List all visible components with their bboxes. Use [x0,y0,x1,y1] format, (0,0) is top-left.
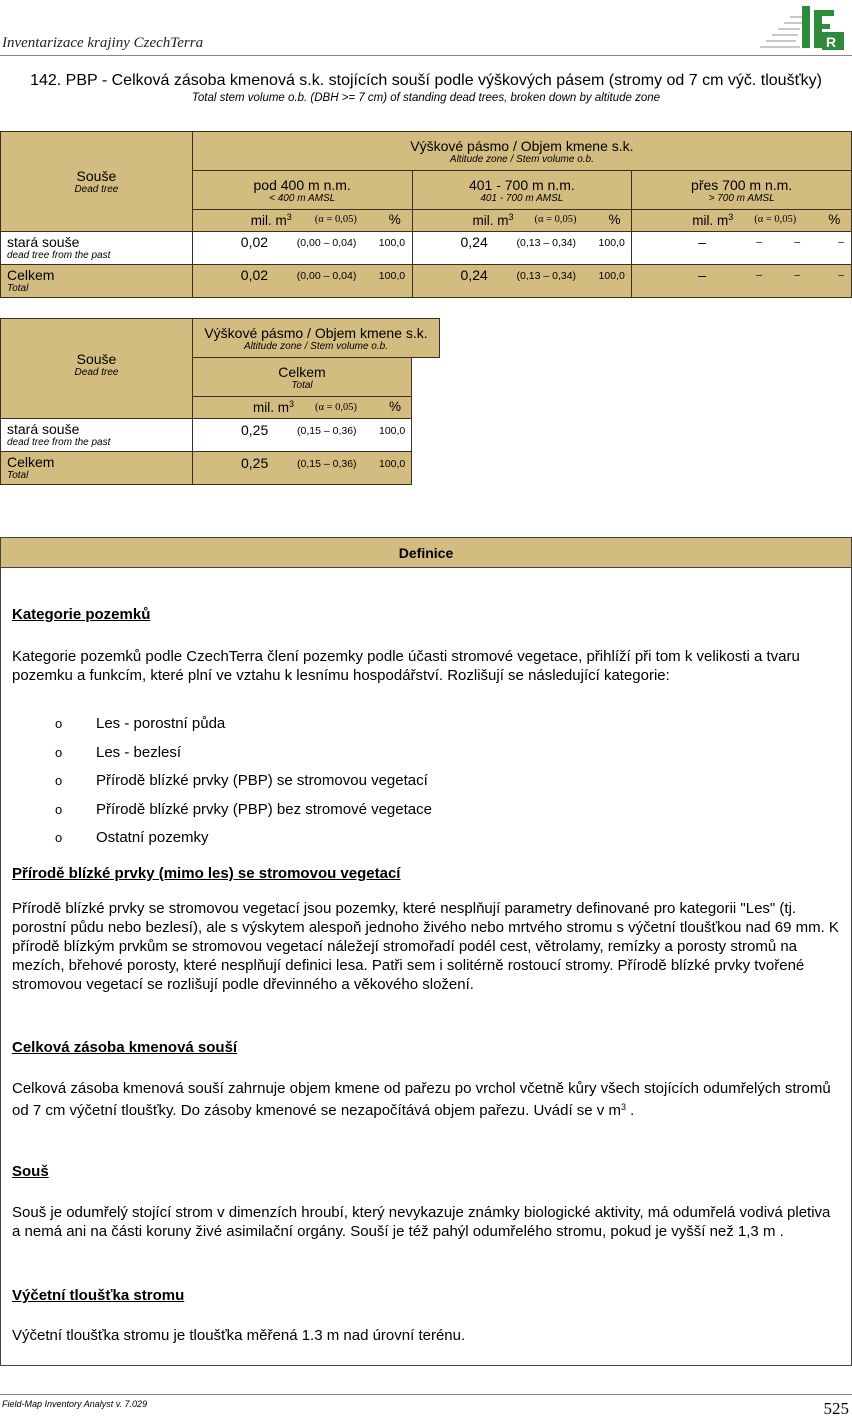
units-cell [412,210,632,232]
unit-volume: mil. $m^3$ [250,212,292,228]
row-label: stará souše [7,421,80,437]
definition-text: Výčetní tloušťka stromu je tloušťka měřená 1.3 m nad úrovní terénu. [12,1327,466,1344]
unit-volume: mil. $m^3$ [472,212,514,228]
volume-value: 0,02 [240,234,269,250]
confidence-interval-low: – [756,269,763,281]
group-header-label: Výškové pásmo / Objem kmene s.k. [204,325,428,341]
document-title: Inventarizace krajiny CzechTerra [2,35,204,51]
percent-value: 100,0 [598,237,625,249]
list-item: Les - bezlesí [96,744,182,761]
column-label-en: 401 - 700 m AMSL [480,193,564,204]
list-item: Ostatní pozemky [96,829,209,846]
data-cell [632,232,852,265]
row-label-en: dead tree from the past [7,250,111,261]
data-cell [632,265,852,298]
units-cell [632,210,852,232]
bullet-icon: o [55,773,63,788]
definition-heading: Kategorie pozemků [12,606,151,623]
bullet-icon: o [55,830,63,845]
definition-heading: Celková zásoba kmenová souší [12,1039,238,1056]
confidence-interval-high: – [794,269,801,281]
volume-value: – [698,267,707,283]
report-title: 142. PBP - Celková zásoba kmenová s.k. stojících souší podle výškových pásem (stromy od 7 cm výč. tloušťky) [30,72,822,89]
data-cell [192,265,412,298]
confidence-interval: (0,13 – 0,34) [516,237,577,249]
column-label-en: Total [291,380,313,391]
unit-alpha: (α = 0,05) [534,214,577,225]
data-cell [192,232,412,265]
unit-volume: mil. $m^3$ [692,212,734,228]
confidence-interval: (0,00 – 0,04) [296,237,357,249]
definition-heading: Souš [12,1163,49,1180]
row-label: Celkem [7,267,55,283]
unit-percent: % [388,212,401,227]
list-item: Přírodě blízké prvky (PBP) se stromovou vegetací [96,772,428,789]
table-row [1,232,852,265]
column-label: pod 400 m n.m. [253,177,351,193]
column-label-en: < 400 m AMSL [269,193,336,204]
bullet-icon: o [55,716,63,731]
row-label-en: dead tree from the past [7,437,111,448]
unit-percent: % [608,212,621,227]
volume-value: 0,24 [460,267,488,283]
confidence-interval: (0,00 – 0,04) [296,270,357,282]
volume-value: 0,02 [240,267,269,283]
column-header-above-700 [632,171,852,210]
percent-value: 100,0 [598,270,625,282]
column-header-401-700 [412,171,632,210]
units-cell [192,210,412,232]
bullet-icon: o [55,802,63,817]
volume-value: 0,25 [241,455,269,471]
ifer-logo-icon [756,2,848,52]
confidence-interval: (0,15 – 0,36) [297,458,357,470]
column-label-en: > 700 m AMSL [708,193,775,204]
unit-alpha: (α = 0,05) [314,214,357,225]
group-header-label: Výškové pásmo / Objem kmene s.k. [410,138,634,154]
percent-value: 100,0 [379,458,406,470]
confidence-interval: (0,15 – 0,36) [297,425,357,437]
confidence-interval-high: – [794,236,801,248]
row-header-label-en: Dead tree [74,183,119,195]
altitude-zone-table [0,131,852,298]
unit-percent: % [828,212,841,227]
row-label: Celkem [7,454,55,470]
unit-alpha: (α = 0,05) [754,214,797,225]
data-cell [192,418,412,452]
column-label: přes 700 m n.m. [691,177,793,193]
software-version: Field-Map Inventory Analyst v. 7.029 [2,1399,148,1409]
unit-volume: mil. $m^3$ [253,399,295,415]
definitions-panel [0,537,852,1366]
definition-text: Přírodě blízké prvky se stromovou vegetací jsou pozemky, které nesplňují parametry definované pro kategorii "Les" (tj. porostní půdu nebo bezlesí), ale s výskytem alespoň jednoho živého nebo mrtvého stromu s výčetní tloušťkou nad 69 mm. K přírodě blízkým prvkům se stromovou vegetací náležejí stromořadí podél cest, větrolamy, remízky a porosty stromů na mezích, břehové porosty, které nesplňují definici lesa. Patři sem i solitérně rostoucí stromy. Přírodě blízké prvky tvořené stromovou vegetací se rozlišují podle dřevinného a věkového složení. [12,900,839,993]
svg-text:R: R [826,34,837,50]
row-label: stará souše [7,234,80,250]
group-header-cell [192,132,851,171]
percent-value: – [838,269,845,281]
units-cell [192,396,412,419]
table-row-total [1,265,852,298]
row-header-cell [0,318,193,419]
data-cell [412,265,632,298]
row-header-label: Souše [76,351,117,367]
volume-value: 0,24 [460,234,488,250]
percent-value: 100,0 [379,425,406,437]
header-divider [0,55,852,56]
page-number: 525 [823,1399,849,1416]
group-header-label-en: Altitude zone / Stem volume o.b. [449,154,594,165]
data-cell [192,451,412,485]
column-header-total [192,357,412,397]
row-header-label-en: Dead tree [74,367,119,378]
unit-alpha: (α = 0,05) [315,402,358,413]
total-table [0,318,440,486]
definition-heading: Výčetní tloušťka stromu [12,1287,185,1304]
row-label-cell [1,232,193,265]
row-header-label: Souše [76,167,117,184]
volume-value: – [698,234,707,250]
confidence-interval: (0,13 – 0,34) [516,270,577,282]
unit-percent: % [389,399,402,414]
row-label-cell [0,451,193,485]
report-subtitle: Total stem volume o.b. (DBH >= 7 cm) of standing dead trees, broken down by altitude zone [191,92,661,104]
group-header-cell [192,318,440,358]
column-label: Celkem [278,364,326,380]
definition-text: Souš je odumřelý stojící strom v dimenzích hroubí, který nevykazuje známky biologické aktivity, má odumřelá vodivá pletiva a nemá ani na části koruny živé asimilační orgány. Souší je též pahýl odumřelého stromu, pokud je vyšší než 1,3 m . [12,1204,831,1240]
definitions-header: Definice [1,538,851,568]
row-label-cell [1,265,193,298]
group-header-label-en: Altitude zone / Stem volume o.b. [244,341,388,352]
volume-value: 0,25 [241,422,269,438]
list-item: Les - porostní půda [96,715,226,732]
footer-divider [0,1394,852,1395]
definition-text: Kategorie pozemků podle CzechTerra člení pozemky podle účasti stromové vegetace, přihlíží při tom k velikosti a tvaru pozemku a funkcím, které plní ve vztahu k lesnímu hospodářství. Rozlišují se následující kategorie: [12,648,800,684]
column-label: 401 - 700 m n.m. [468,177,575,193]
definition-heading: Přírodě blízké prvky (mimo les) se stromovou vegetací [12,865,401,882]
row-label-cell [0,418,193,452]
column-header-below-400 [192,171,412,210]
definition-text: Celková zásoba kmenová souší zahrnuje objem kmene od pařezu po vrchol včetně kůry všech stojících odumřelých stromů od 7 cm výčetní tloušťky. Do zásoby kmenové se nezapočítává objem pařezu. Uvádí se v $m^3$ . [12,1080,831,1119]
row-label-en: Total [7,283,29,294]
data-cell [412,232,632,265]
page-header [0,0,852,56]
percent-value: 100,0 [378,237,406,249]
percent-value: 100,0 [378,270,406,282]
row-label-en: Total [7,470,29,481]
confidence-interval-low: – [756,236,763,248]
bullet-icon: o [55,745,63,760]
list-item: Přírodě blízké prvky (PBP) bez stromové vegetace [96,801,432,818]
row-header-cell [1,132,193,232]
percent-value: – [838,236,845,248]
